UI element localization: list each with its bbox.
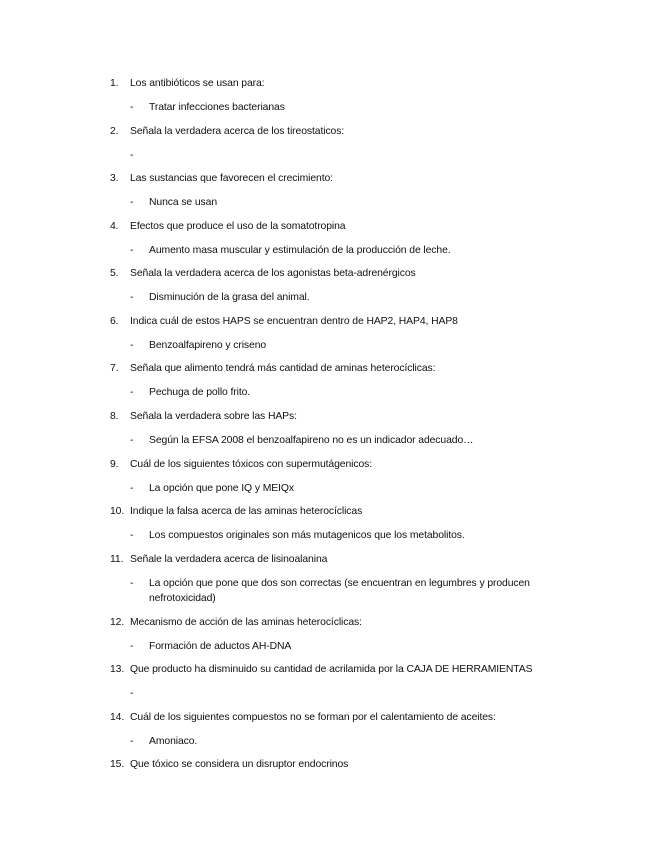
question-number: 6.: [110, 316, 119, 327]
question-number: 14.: [110, 712, 125, 723]
answer-text: La opción que pone IQ y MEIQx: [149, 483, 294, 494]
answer-text: La opción que pone que dos son correctas (se encuentran en legumbres y producen nefrotoxicidad): [149, 578, 530, 604]
question-number: 10.: [110, 506, 125, 517]
answer-dash: -: [130, 387, 134, 398]
answer-dash: -: [130, 245, 134, 256]
question-text: Cuál de los siguientes compuestos no se forman por el calentamiento de aceites:: [130, 712, 496, 723]
answer-text: Benzoalfapireno y criseno: [149, 340, 267, 351]
question-text: Señala la verdadera acerca de los tireostaticos:: [130, 126, 345, 137]
question-number: 8.: [110, 411, 119, 422]
answer-dash: -: [130, 292, 134, 303]
question-text: Cuál de los siguientes tóxicos con supermutágenicos:: [130, 459, 373, 470]
question-text: Que producto ha disminuido su cantidad de acrilamida por la CAJA DE HERRAMIENTAS: [130, 664, 533, 675]
answer-text: Según la EFSA 2008 el benzoalfapireno no es un indicador adecuado…: [149, 435, 474, 446]
answer-text: Formación de aductos AH-DNA: [149, 641, 292, 652]
question-text: Indique la falsa acerca de las aminas heterocíclicas: [130, 506, 363, 517]
answer-dash: -: [130, 530, 134, 541]
question-text: Las sustancias que favorecen el crecimiento:: [130, 173, 333, 184]
question-number: 7.: [110, 363, 119, 374]
question-text: Mecanismo de acción de las aminas heterocíclicas:: [130, 617, 362, 628]
answer-text: Disminución de la grasa del animal.: [149, 292, 310, 303]
answer-text: Los compuestos originales son más mutagenicos que los metabolitos.: [149, 530, 465, 541]
question-text: Señala la verdadera acerca de los agonistas beta-adrenérgicos: [130, 268, 416, 279]
answer-text: Amoniaco.: [149, 736, 198, 747]
question-text: Los antibióticos se usan para:: [130, 78, 265, 89]
answer-dash: -: [130, 688, 134, 699]
answer-text: Pechuga de pollo frito.: [149, 387, 251, 398]
answer-dash: -: [130, 197, 134, 208]
question-number: 2.: [110, 126, 119, 137]
question-text: Que tóxico se considera un disruptor endocrinos: [130, 759, 349, 770]
answer-dash: -: [130, 736, 134, 747]
question-number: 1.: [110, 78, 119, 89]
question-number: 11.: [110, 554, 124, 565]
question-number: 15.: [110, 759, 125, 770]
answer-dash: -: [130, 150, 134, 161]
question-number: 3.: [110, 173, 119, 184]
question-number: 9.: [110, 459, 119, 470]
question-number: 5.: [110, 268, 119, 279]
question-number: 12.: [110, 617, 125, 628]
answer-text: Nunca se usan: [149, 197, 218, 208]
answer-dash: -: [130, 340, 134, 351]
answer-dash: -: [130, 578, 134, 589]
question-number: 4.: [110, 221, 119, 232]
answer-text: Tratar infecciones bacterianas: [149, 102, 285, 113]
answer-dash: -: [130, 435, 134, 446]
answer-dash: -: [130, 483, 134, 494]
question-text: Señale la verdadera acerca de lisinoalanina: [130, 554, 328, 565]
question-text: Señala que alimento tendrá más cantidad de aminas heterocíclicas:: [130, 363, 436, 374]
answer-dash: -: [130, 102, 134, 113]
question-text: Indica cuál de estos HAPS se encuentran dentro de HAP2, HAP4, HAP8: [130, 316, 458, 327]
answer-text: Aumento masa muscular y estimulación de la producción de leche.: [149, 245, 451, 256]
answer-dash: -: [130, 641, 134, 652]
question-text: Efectos que produce el uso de la somatotropina: [130, 221, 346, 232]
question-number: 13.: [110, 664, 125, 675]
question-text: Señala la verdadera sobre las HAPs:: [130, 411, 297, 422]
